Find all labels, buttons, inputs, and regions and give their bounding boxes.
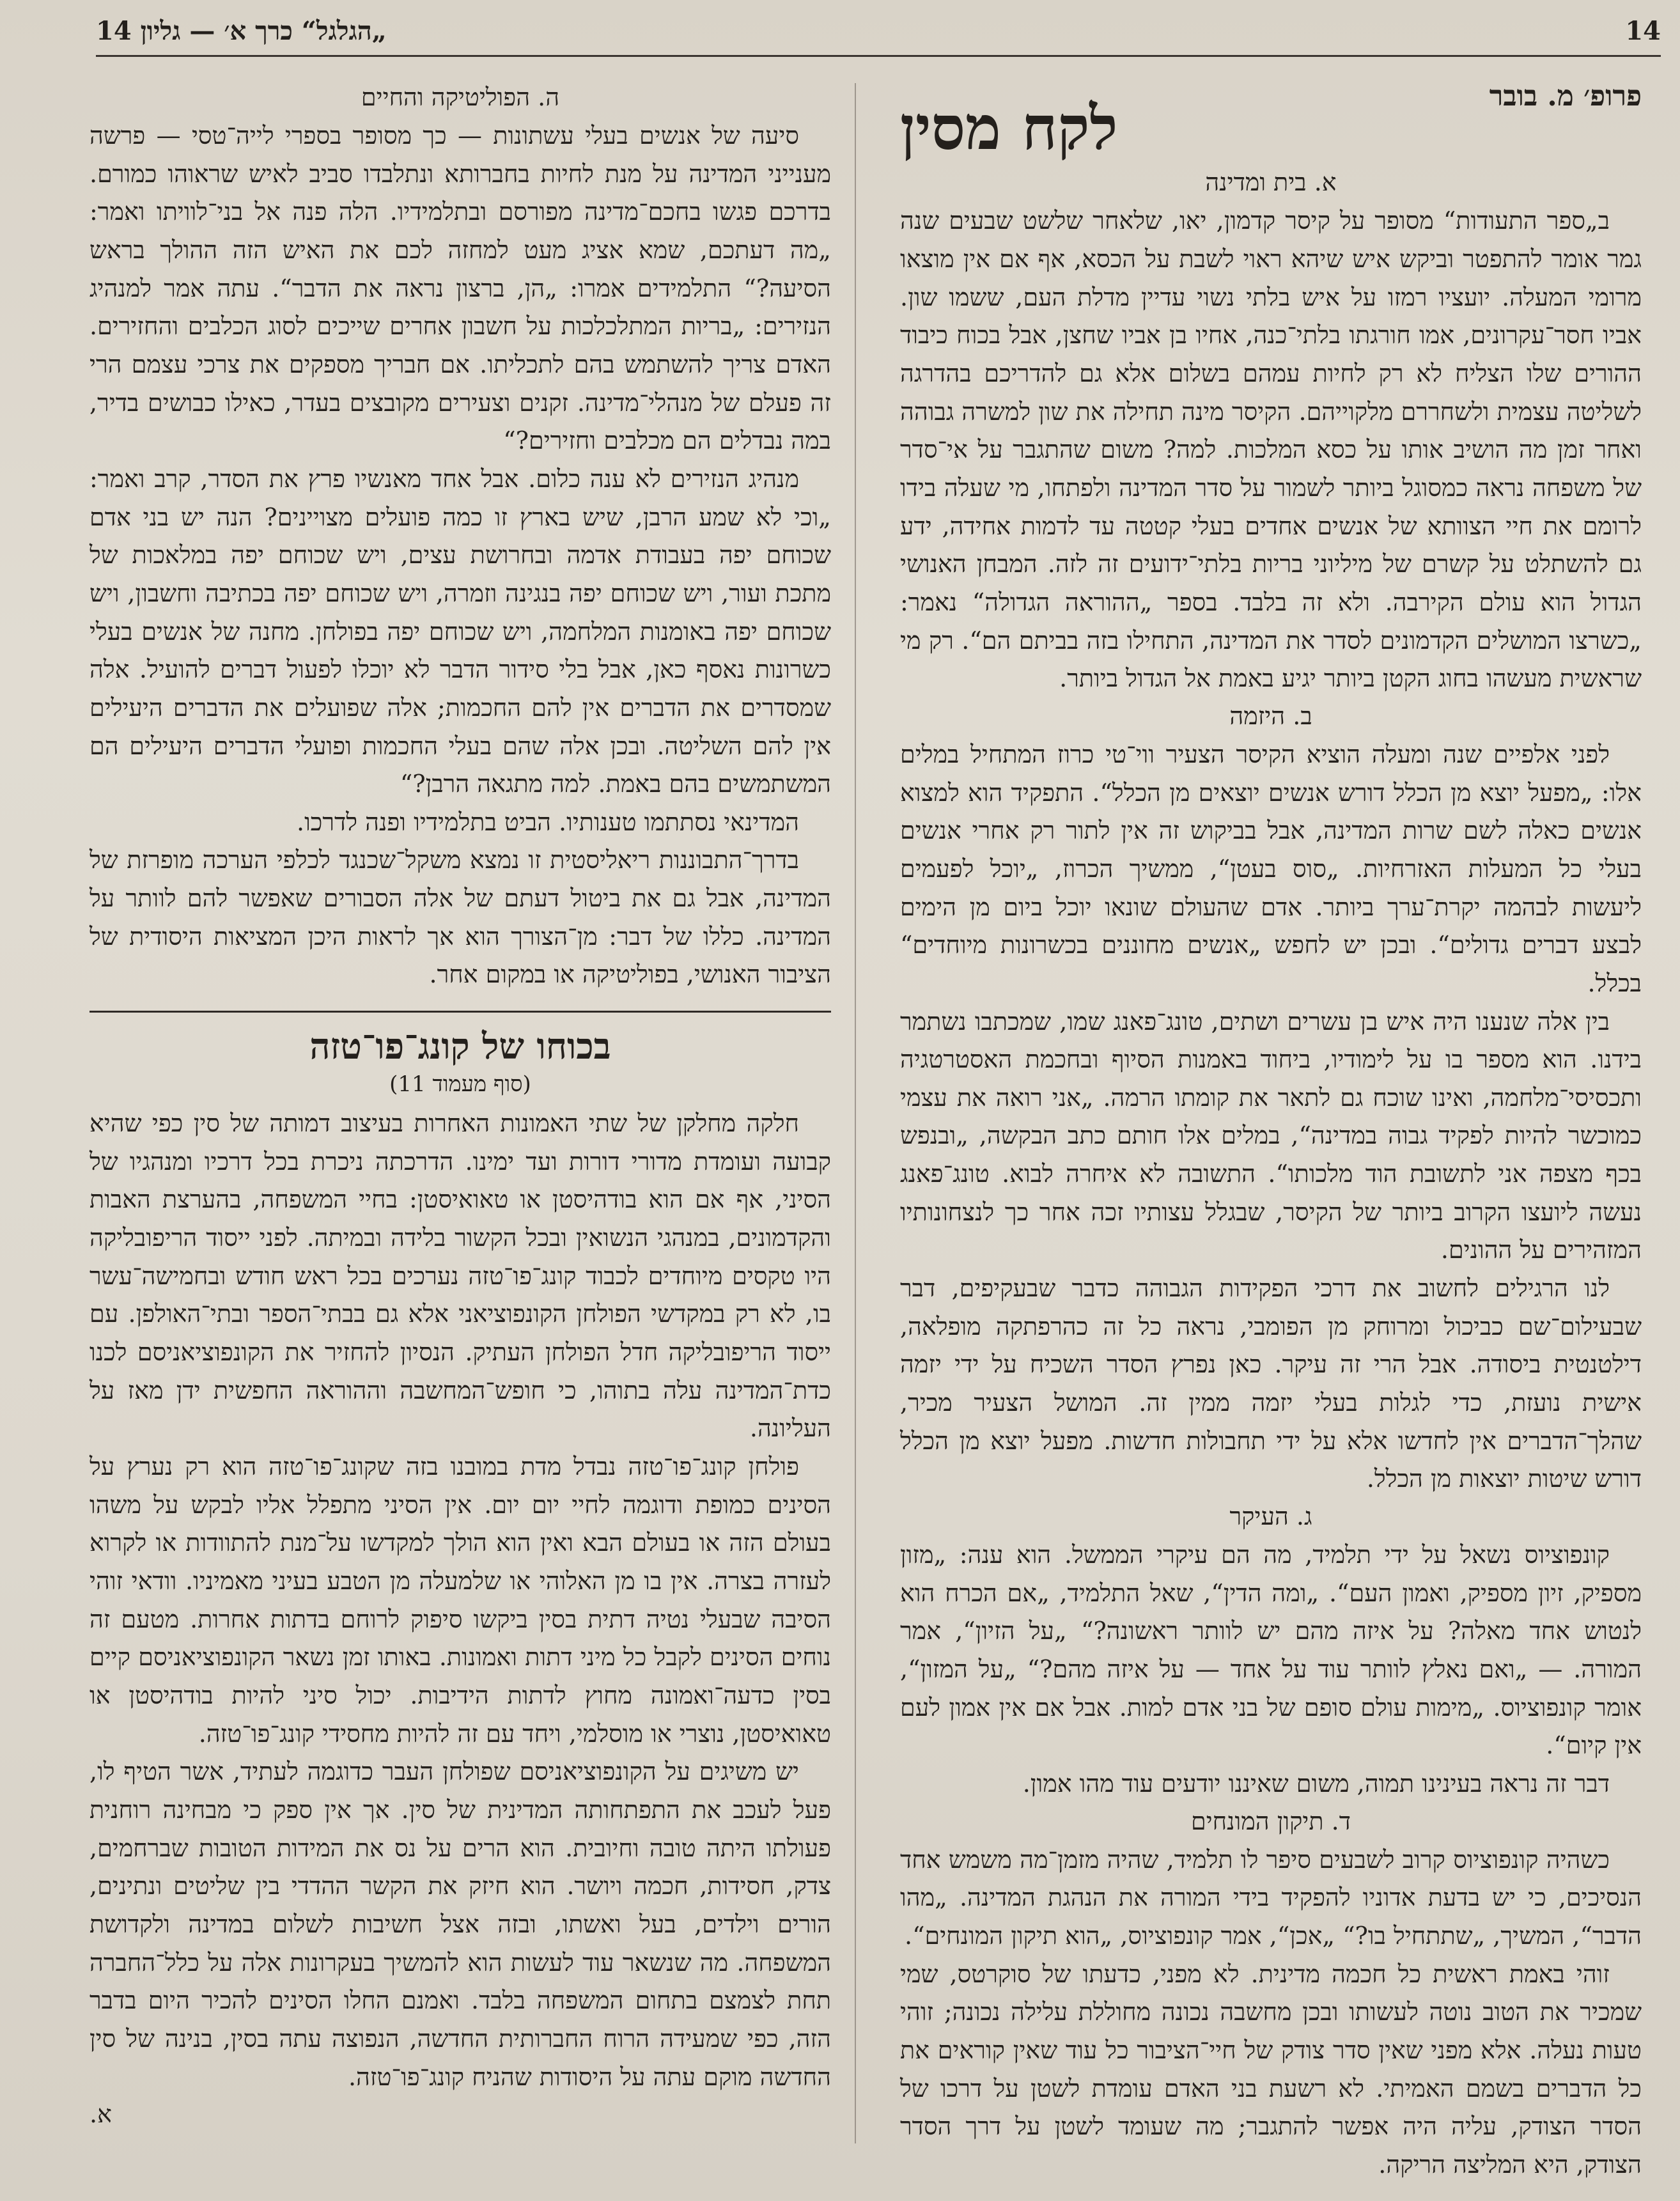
second-article-title: בכוחו של קונג־פו־טזה: [309, 1025, 611, 1068]
header-rule: [96, 55, 1661, 57]
paragraph: מנהיג הנזירים לא ענה כלום. אבל אחד מאנשיו פרץ את הסדר, קרב ואמר: „וכי לא שמע הרבן, שיש בארץ זו כמה פועלים מצויינים? הנה יש בני אדם שכוחם יפה בעבודת אדמה ובחרושת עצים, ויש שכוחם יפה במלאכות של מתכת ועור, ויש שכוחם יפה בנגינה וזמרה, ויש שכוחם יפה בכתיבה וחשבון, ויש שכוחם יפה באומנות המלחמה, ויש שכוחם יפה בפולחן. מחנה של אנשים בעלי כשרונות נאסף כאן, אבל בלי סידור הדבר לא יוכלו לפעול דברים להועיל. אלה שמסדרים את הדברים אין להם החכמות; אלה שפועלים את הדברים היעילים אין להם השליטה. ובכן אלה שהם בעלי החכמות ופועלי הדברים היעילים הם המשתמשים בהם באמת. למה מתגאה הרבן?“: [89, 464, 831, 798]
paragraph: דבר זה נראה בעינינו תמוה, משום שאיננו יודעים עוד מהו אמון.: [1022, 1769, 1610, 1798]
page-number: 14: [1625, 15, 1661, 46]
section-heading: א. בית ומדינה: [1205, 168, 1337, 197]
article-signature: א.: [89, 2100, 112, 2129]
section-heading: ד. תיקון המונחים: [1190, 1807, 1351, 1835]
paragraph: לפני אלפיים שנה ומעלה הוציא הקיסר הצעיר ווי־טי כרוז המתחיל במלים אלו: „מפעל יוצא מן הכלל דורש אנשים יוצאים מן הכלל“. התפקיד הוא למצוא אנשים כאלה לשם שרות המדינה, אבל בביקוש זה אין לתור רק אחרי אנשים בעלי כל המעלות האזרחיות. „סוס בעטן“, ממשיך הכרוז, „יוכל לפעמים ליעשות לבהמה יקרת־ערך ביותר. אדם שהעולם שונאו יוכל ביום מן הימים לבצע דברים גדולים“. ובכן יש לחפש „אנשים מחוננים בכשרונות מיוחדים“ בכלל.: [900, 740, 1642, 997]
paragraph: קונפוציוס נשאל על ידי תלמיד, מה הם עיקרי הממשל. הוא ענה: „מזון מספיק, זיון מספיק, ואמון העם“. „ומה הדין“, שאל התלמיד, „אם הכרח הוא לנטוש אחד מאלה? על איזה מהם יש לוותר ראשונה?“ „על הזיון“, אמר המורה. — „ואם נאלץ לוותר עוד על אחד — על איזה מהם?“ „על המזון“, אומר קונפוציוס. „מימות עולם סופם של בני אדם למות. אבל אם אין אמון לעם אין קיום“.: [900, 1541, 1642, 1760]
paragraph: המדינאי נסתתמו טענותיו. הביט בתלמידיו ופנה לדרכו.: [296, 807, 799, 836]
right-column: [900, 77, 1642, 2179]
paragraph: ב„ספר התעודות“ מסופר על קיסר קדמון, יאו, שלאחר שלשט שבעים שנה גמר אומר להתפטר וביקש איש שיהא ראוי לשבת על הכסא, אף אם אין מוצאו מרומי המעלה. יועציו רמזו על איש בלתי נשוי עדיין מדלת העם, ששמו שון. אביו חסר־עקרונים, אמו חורגתו בלתי־כנה, אחיו בן אביו שחצן, אבל בכוח כיבוד ההורים שלו הצליח לא רק לחיות עמהם בשלום אלא גם להדריכם בהדרגה לשליטה עצמית ולשחררם מלקוייהם. הקיסר מינה תחילה את שון למשרה גבוהה ואחר זמן מה הושיב אותו על כסא המלכות. למה? משום שהתגבר על אי־סדר של משפחה נראה כמסוגל ביותר לשמור על סדר המדינה ולפתחו, מי שעלה בידו לרומם את חיי הצוותא של אנשים אחדים בעלי קטטה עד לדמות אחידה, ידע גם להשתלט על קשרם של מיליוני בריות בלתי־ידועים זה לזה. המבחן האנושי הגדול הוא עולם הקירבה. ולא זה בלבד. בספר „ההוראה הגדולה“ נאמר: „כשרצו המושלים הקדמונים לסדר את המדינה, התחילו בזה בביתם הם“. רק מי שראשית מעשהו בחוג הקטן ביותר יגיע באמת אל הגדול ביותר.: [900, 206, 1642, 693]
column-divider: [855, 83, 856, 2143]
paragraph: יש משיגים על הקונפוציאניסם שפולחן העבר כדוגמה לעתיד, אשר הטיף לו, פעל לעכב את התפתחותה המדינית של סין. אך אין ספק כי מבחינה רוחנית פעולתו היתה טובה וחיובית. הוא הרים על נס את המידות הטובות שברחמים, צדק, חסידות, חכמה ויושר. הוא חיזק את הקשר ההדדי בין שליטים ונתינים, הורים וילדים, בעל ואשתו, ובזה אצל חשיבות לשלום במדינה ולקדושת המשפחה. מה שנשאר עוד לעשות הוא להמשיך בעקרונות אלה על כלל־החברה תחת לצמצם בתחום המשפחה בלבד. ואמנם החלו הסינים להכיר היום בדבר הזה, כפי שמעידה הרוח החברותית החדשה, הנפוצה עתה בסין, בנינה של סין החדשה מוקם עתה על היסודות שהניח קונג־פו־טזה.: [89, 1757, 831, 2091]
section-heading: ג. העיקר: [1229, 1502, 1312, 1531]
continued-from-note: (סוף מעמוד 11): [389, 1071, 531, 1098]
paragraph: בין אלה שנענו היה איש בן עשרים ושתים, טונג־פאנג שמו, שמכתבו נשתמר בידנו. הוא מספר בו על לימודיו, ביחוד באמנות הסיוף ובחכמת האסטרטגיה ותכסיסי־מלחמה, ואינו שוכח גם לתאר את קומתו הרמה. „אני רואה את עצמי כמוכשר להיות לפקיד גבוה במדינה“, במלים אלו חותם כתב הבקשה, „ובנפש בכף מצפה אני לתשובת הוד מלכותו“. התשובה לא איחרה לבוא. טונג־פאנג נעשה ליועצו הקרוב ביותר של הקיסר, שבגלל עצותיו זכה אחר כך לנצחונותיו המזהירים על ההונים.: [900, 1007, 1642, 1264]
paragraph: זוהי באמת ראשית כל חכמה מדינית. לא מפני, כדעתו של סוקרטס, שמי שמכיר את הטוב נוטה לעשותו ובכן מחשבה נכונה מחוללת עלילה נכונה; זוהי טעות נעלה. אלא מפני שאין סדר צודק של חיי־הציבור כל עוד שאין קוראים את כל הדברים בשמם האמיתי. לא רשעת בני האדם עומדת לשטן על דרכו של הסדר הצודק, עליה היה אפשר להתגבר; מה שעומד לשטן על דרך הסדר הצודק, היא המליצה הריקה.: [900, 1959, 1642, 2179]
paragraph: חלקה מחלקן של שתי האמונות האחרות בעיצוב דמותה של סין כפי שהיא קבועה ועומדת מדורי דורות ועד ימינו. הדרכתה ניכרת בכל דרכיו ומנהגיו של הסיני, אף אם הוא בודהיסטן או טאואיסטן: בחיי המשפחה, בהערצת האבות והקדמונים, במנהגי הנשואין ובכל הקשור בלידה ובמיתה. לפני ייסוד הריפובליקה היו טקסים מיוחדים לכבוד קונג־פו־טזה נערכים בכל ראש חודש ובחמישה־עשר בו, לא רק במקדשי הפולחן הקונפוציאני אלא גם בבתי־הספר ובתי־האולפן. עם ייסוד הריפובליקה חדל הפולחן העתיק. הנסיון להחזיר את הקונפוציאניסם לכנו כדת־המדינה עלה בתוהו, כי חופש־המחשבה וההוראה החפשית ידן מאז על העליונה.: [89, 1109, 832, 1443]
section-heading: ה. הפוליטיקה והחיים: [361, 83, 560, 111]
paragraph: לנו הרגילים לחשוב את דרכי הפקידות הגבוהה כדבר שבעקיפים, דבר שבעילום־שם כביכול ומרוחק מן הפומבי, נראה כל זה כהרפתקה מופלאה, דילטנטית ביסודה. אבל הרי זה עיקר. כאן נפרץ הסדר השכיח על ידי יזמה אישית נועזת, כדי לגלות בעלי יזמה ממין זה. המושל הצעיר מכיר, שהלך־הדברים אין לחדשו אלא על ידי תחבולות חדשות. מפעל יוצא מן הכלל דורש שיטות יוצאות מן הכלל.: [900, 1274, 1642, 1493]
running-head: [96, 12, 1661, 50]
paragraph: כשהיה קונפוציוס קרוב לשבעים סיפר לו תלמיד, שהיה מזמן־מה משמש אחד הנסיכים, כי יש בדעת אדוניו להפקיד בידי המורה את הנהגת המדינה. „מהו הדבר“, המשיך, „שתתחיל בו?“ „אכן“, אמר קונפוציוס, „הוא תיקון המונחים“.: [900, 1845, 1642, 1950]
paragraph: בדרך־התבוננות ריאליסטית זו נמצא משקל־שכנגד לכלפי הערכה מופרזת של המדינה, אבל גם את ביטול דעתם של אלה הסבורים שאפשר להם לוותר על המדינה. כללו של דבר: מן־הצורך הוא אך לראות היכן המציאות היסודית של הציבור האנושי, בפוליטיקה או במקום אחר.: [89, 846, 831, 989]
section-heading: ב. היזמה: [1229, 701, 1312, 730]
running-title: „הגלגל“ כרך א׳ — גליון 14: [96, 15, 387, 46]
left-column: [89, 77, 831, 2143]
paragraph: פולחן קונג־פו־טזה נבדל מדת במובנו בזה שקונג־פו־טזה הוא רק נערץ על הסינים כמופת ודוגמה לחיי יום יום. אין הסיני מתפלל אליו לבקש על משהו בעולם הזה או בעולם הבא ואין הוא הולך למקדשו על־מנת להתוודות או לקרוא לעזרה בצרה. אין בו מן האלוהי או שלמעלה מן הטבע בעיני מאמיניו. וודאי זוהי הסיבה שבעלי נטיה דתית בסין ביקשו סיפוק לרוחם בדתות אחרות. מטעם זה נוחים הסינים לקבל כל מיני דתות ואמונות. באותו זמן נשאר הקונפוציאניסם קיים בסין כדעה־ואמונה מחוץ לדתות הידיבות. יכול סיני להיות בודהיסטן או טאואיסטן, נוצרי או מוסלמי, ויחד עם זה להיות מחסידי קונג־פו־טזה.: [89, 1452, 831, 1748]
article-author: פרופ׳ מ. בובר: [1489, 80, 1642, 113]
paragraph: סיעה של אנשים בעלי עשתונות — כך מסופר בספרי לייה־טסי — פרשה מענייני המדינה על מנת לחיות בחברותא ונתלבדו סביב לאיש שראוהו כמורם. בדרכם פגשו בחכם־מדינה מפורסם ובתלמידיו. הלה פנה אל בני־לוויתו ואמר: „מה דעתכם, שמא אציג מעט למחזה לכם את האיש הזה ההולך בראש הסיעה?“ התלמידים אמרו: „הן, ברצון נראה את הדבר“. עתה אמר למנהיג הנזירים: „בריות המתלכלכות על חשבון אחרים שייכים לסוג הכלבים והחזירים. האדם צריך להשתמש בהם לתכליתו. אם חבריך מספקים את צרכי עצמם הרי זה פעלם של מנהלי־מדינה. זקנים וצעירים מקובצים בעדר, כאילו כבושים בדיר, במה נבדלים הם מכלבים וחזירים?“: [89, 121, 831, 455]
article-title: לקח מסין: [900, 93, 1118, 164]
article-separator: [89, 1011, 831, 1013]
